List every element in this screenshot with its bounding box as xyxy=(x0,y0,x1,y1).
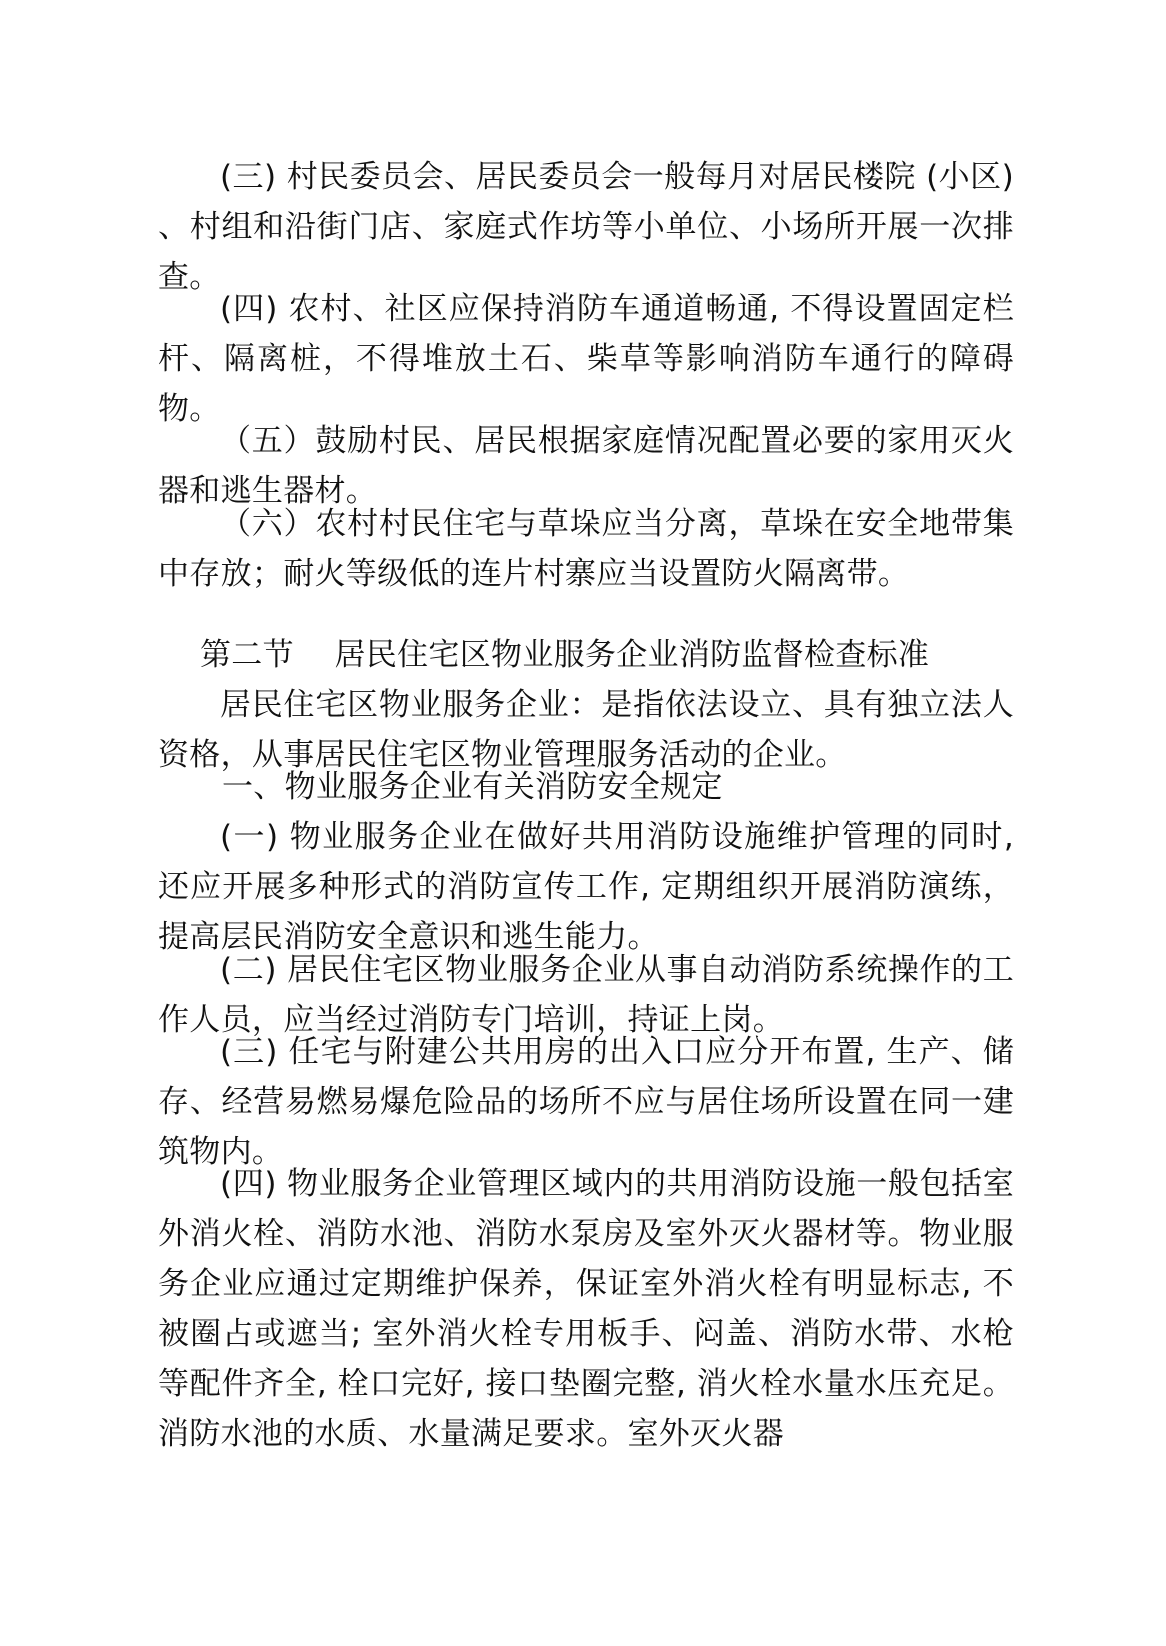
paragraph-property-item-2: (二) 居民住宅区物业服务企业从事自动消防系统操作的工作人员，应当经过消防专门培训，持证上岗。 xyxy=(158,952,1014,1038)
section-title: 第二节 居民住宅区物业服务企业消防监督检查标准 xyxy=(200,637,930,673)
paragraph-item-3-committee-inspection: (三) 村民委员会、居民委员会一般每月对居民楼院 (小区) 、村组和沿街门店、家庭式作坊等小单位、小场所开展一次排查。 xyxy=(158,159,1014,295)
paragraph-property-item-3: (三) 任宅与附建公共用房的出入口应分开布置, 生产、储存、经营易燃易爆危险品的场所不应与居住场所设置在同一建筑物内。 xyxy=(158,1034,1014,1170)
section-definition: 居民住宅区物业服务企业：是指依法设立、具有独立法人资格，从事居民住宅区物业管理服务活动的企业。 xyxy=(158,687,1014,773)
subsection-heading: 一、物业服务企业有关消防安全规定 xyxy=(222,769,723,805)
paragraph-property-item-4: (四) 物业服务企业管理区域内的共用消防设施一般包括室外消火栓、消防水池、消防水泵房及室外灭火器材等。物业服务企业应通过定期维护保养，保证室外消火栓有明显标志, 不被圈占或遮当; 室外消火栓专用板手、闷盖、消防水带、水枪等配件齐全, 栓口完好, 接口垫圈完整, 消火栓水量水压充足。消防水池的水质、水量满足要求。室外灭火器 xyxy=(158,1166,1014,1452)
paragraph-item-6-haystack: （六）农村村民住宅与草垛应当分离，草垛在安全地带集中存放；耐火等级低的连片村寨应当设置防火隔离带。 xyxy=(158,506,1014,592)
paragraph-item-4-fire-lane: (四) 农村、社区应保持消防车通道畅通, 不得设置固定栏杆、隔离桩，不得堆放土石、柴草等影响消防车通行的障碍物。 xyxy=(158,291,1014,427)
paragraph-item-5-extinguishers: （五）鼓励村民、居民根据家庭情况配置必要的家用灭火器和逃生器材。 xyxy=(158,423,1014,509)
paragraph-property-item-1: (一) 物业服务企业在做好共用消防设施维护管理的同时, 还应开展多种形式的消防宣传工作, 定期组织开展消防演练，提高层民消防安全意识和逃生能力。 xyxy=(158,819,1014,955)
